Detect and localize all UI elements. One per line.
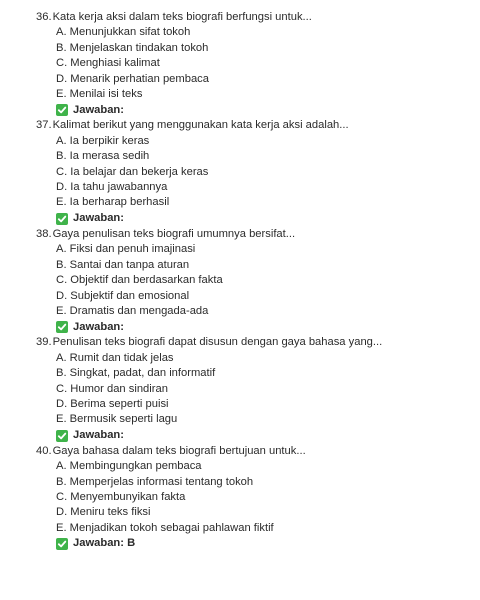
answer-label: Jawaban: B xyxy=(73,537,136,550)
question-text: Gaya bahasa dalam teks biografi bertujuan untuk... xyxy=(52,444,306,457)
answer-line xyxy=(0,211,480,227)
question-number: 38. xyxy=(36,227,52,240)
option-c: C. Menghiasi kalimat xyxy=(56,57,160,70)
check-mark-icon xyxy=(56,213,68,225)
option-e: E. Dramatis dan mengada-ada xyxy=(56,304,209,317)
option-c: C. Ia belajar dan bekerja keras xyxy=(56,165,209,178)
check-mark-icon xyxy=(56,538,68,550)
option-a: A. Rumit dan tidak jelas xyxy=(56,351,174,364)
option-a: A. Membingungkan pembaca xyxy=(56,460,202,473)
option-a: A. Menunjukkan sifat tokoh xyxy=(56,26,191,39)
option-b: B. Memperjelas informasi tentang tokoh xyxy=(56,475,254,488)
option-e: E. Ia berharap berhasil xyxy=(56,196,170,209)
option-c: C. Humor dan sindiran xyxy=(56,382,168,395)
option-d: D. Menarik perhatian pembaca xyxy=(56,72,209,85)
question-number: 37. xyxy=(36,119,52,132)
option-d: D. Subjektif dan emosional xyxy=(56,289,190,302)
option-list xyxy=(0,134,480,211)
question-number: 39. xyxy=(36,336,52,349)
answer-line xyxy=(0,536,480,552)
question-line xyxy=(0,10,480,25)
answer-label: Jawaban: xyxy=(73,212,124,225)
question-37 xyxy=(0,118,480,226)
option-e: E. Menilai isi teks xyxy=(56,88,143,101)
question-40 xyxy=(0,444,480,552)
option-c: C. Menyembunyikan fakta xyxy=(56,490,186,503)
option-a: A. Fiksi dan penuh imajinasi xyxy=(56,243,196,256)
option-d: D. Berima seperti puisi xyxy=(56,397,169,410)
question-line xyxy=(0,118,480,133)
answer-label: Jawaban: xyxy=(73,103,124,116)
option-a: A. Ia berpikir keras xyxy=(56,134,150,147)
option-list xyxy=(0,25,480,102)
option-b: B. Santai dan tanpa aturan xyxy=(56,258,190,271)
option-d: D. Ia tahu jawabannya xyxy=(56,181,168,194)
question-38 xyxy=(0,227,480,335)
answer-label: Jawaban: xyxy=(73,429,124,442)
check-mark-icon xyxy=(56,321,68,333)
option-c: C. Objektif dan berdasarkan fakta xyxy=(56,274,223,287)
check-mark-icon xyxy=(56,104,68,116)
answer-line xyxy=(0,319,480,335)
question-39 xyxy=(0,335,480,443)
question-line xyxy=(0,444,480,459)
option-b: B. Menjelaskan tindakan tokoh xyxy=(56,41,209,54)
option-d: D. Meniru teks fiksi xyxy=(56,506,151,519)
question-text: Penulisan teks biografi dapat disusun dengan gaya bahasa yang... xyxy=(52,336,383,349)
option-list xyxy=(0,242,480,319)
answer-label: Jawaban: xyxy=(73,320,124,333)
question-text: Gaya penulisan teks biografi umumnya bersifat... xyxy=(52,227,296,240)
check-mark-icon xyxy=(56,430,68,442)
answer-line xyxy=(0,428,480,444)
question-number: 40. xyxy=(36,444,52,457)
question-line xyxy=(0,227,480,242)
question-text: Kata kerja aksi dalam teks biografi berfungsi untuk... xyxy=(52,11,312,23)
answer-line xyxy=(0,102,480,118)
question-line xyxy=(0,335,480,350)
option-e: E. Menjadikan tokoh sebagai pahlawan fiktif xyxy=(56,521,274,534)
question-text: Kalimat berikut yang menggunakan kata kerja aksi adalah... xyxy=(52,119,349,132)
option-list xyxy=(0,351,480,428)
option-b: B. Singkat, padat, dan informatif xyxy=(56,367,216,380)
question-36 xyxy=(0,10,480,118)
option-e: E. Bermusik seperti lagu xyxy=(56,413,178,426)
option-b: B. Ia merasa sedih xyxy=(56,150,150,163)
option-list xyxy=(0,459,480,536)
question-number: 36. xyxy=(36,11,52,23)
